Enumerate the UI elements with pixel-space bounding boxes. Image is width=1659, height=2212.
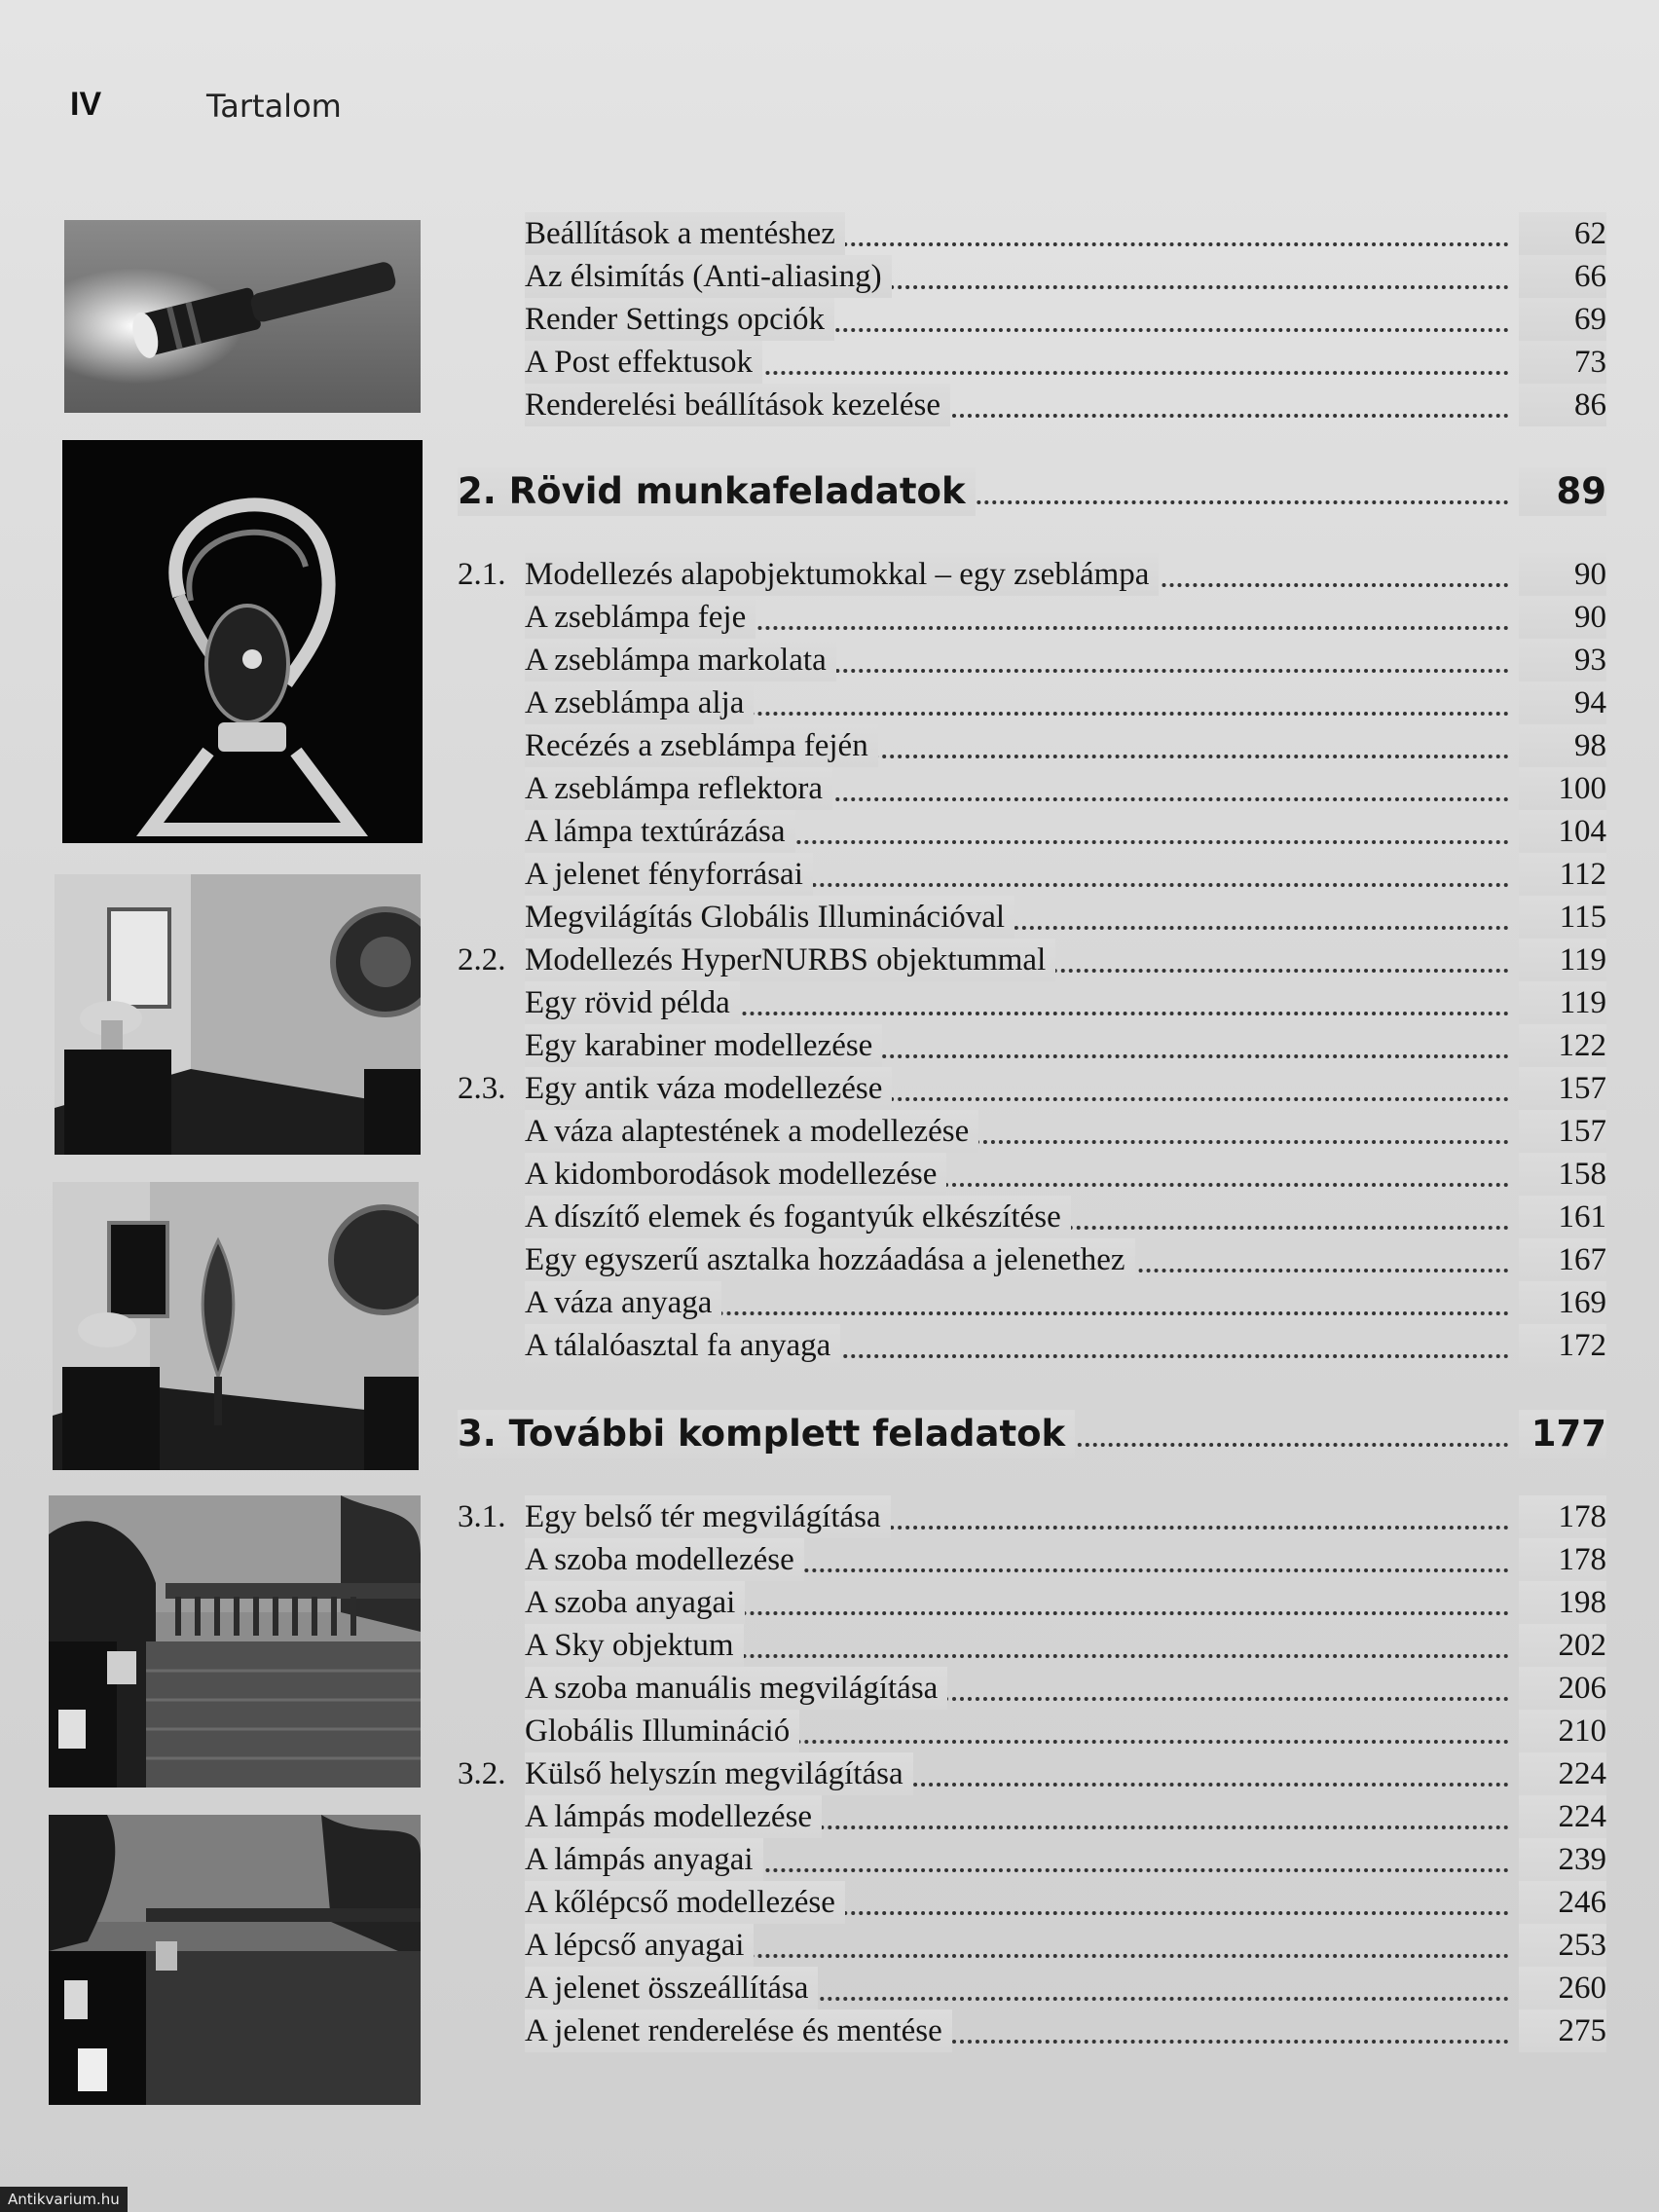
toc-row (458, 1924, 1606, 1967)
toc-page-number: 172 (1519, 1324, 1606, 1367)
toc-entry-title: A Sky objektum (525, 1624, 744, 1667)
toc-row (458, 1024, 1606, 1067)
room-vase-table-photo (53, 1182, 419, 1470)
toc-row (458, 767, 1606, 810)
toc-entry-title: Renderelési beállítások kezelése (525, 384, 950, 426)
toc-row (458, 1838, 1606, 1881)
toc-entry-title: A lámpa textúrázása (525, 810, 795, 853)
toc-row (458, 853, 1606, 896)
toc-entry-title: Egy karabiner modellezése (525, 1024, 882, 1067)
toc-entry-title: A váza alaptestének a modellezése (525, 1110, 978, 1153)
toc-page-number: 210 (1519, 1710, 1606, 1752)
toc-row (458, 981, 1606, 1024)
toc-entry-title: A zseblámpa reflektora (525, 767, 832, 810)
carabiner-photo (62, 440, 423, 843)
toc-page-number: 98 (1519, 724, 1606, 767)
toc-page-number: 239 (1519, 1838, 1606, 1881)
toc-page-number: 260 (1519, 1967, 1606, 2009)
toc-entry-title: Egy rövid példa (525, 981, 740, 1024)
toc-row (458, 1153, 1606, 1196)
toc-row (458, 1752, 1606, 1795)
toc-entry-title: A jelenet összeállítása (525, 1967, 818, 2009)
toc-entry-title: A Post effektusok (525, 341, 762, 384)
toc-entry-title: Egy antik váza modellezése (525, 1067, 892, 1110)
toc-entry-title: Modellezés HyperNURBS objektummal (525, 939, 1055, 981)
toc-row (458, 896, 1606, 939)
toc-row (458, 255, 1606, 298)
toc-page-number: 122 (1519, 1024, 1606, 1067)
toc-page-number: 112 (1519, 853, 1606, 896)
toc-page-number: 206 (1519, 1667, 1606, 1710)
toc-page-number: 93 (1519, 639, 1606, 682)
toc-row (458, 724, 1606, 767)
toc-page-number: 115 (1519, 896, 1606, 939)
toc-entry-title: A szoba anyagai (525, 1581, 745, 1624)
toc-entry-title: A zseblámpa alja (525, 682, 754, 724)
toc-entry-title: Külső helyszín megvilágítása (525, 1752, 913, 1795)
toc-chapter-title: 3. További komplett feladatok (458, 1410, 1075, 1458)
toc-entry-title: A kidomborodások modellezése (525, 1153, 946, 1196)
watermark: Antikvarium.hu (0, 2187, 128, 2212)
toc-row (458, 298, 1606, 341)
toc-row (458, 212, 1606, 255)
toc-entry-title: A szoba manuális megvilágítása (525, 1667, 947, 1710)
toc-page-number: 167 (1519, 1238, 1606, 1281)
toc-page-number: 177 (1519, 1410, 1606, 1458)
toc-page-number: 73 (1519, 341, 1606, 384)
toc-entry-title: A zseblámpa markolata (525, 639, 836, 682)
room-vase-photo (55, 874, 421, 1155)
toc-page-number: 89 (1519, 467, 1606, 516)
toc-page-number: 157 (1519, 1067, 1606, 1110)
toc-row (458, 1324, 1606, 1367)
toc-entry-title: A tálalóasztal fa anyaga (525, 1324, 840, 1367)
toc-row (458, 682, 1606, 724)
toc-page-number: 104 (1519, 810, 1606, 853)
toc-entry-title: A váza anyaga (525, 1281, 721, 1324)
toc-row (458, 553, 1606, 596)
toc-page-number: 119 (1519, 939, 1606, 981)
toc-chapter-title: 2. Rövid munkafeladatok (458, 467, 976, 516)
toc-page-number: 198 (1519, 1581, 1606, 1624)
toc-row (458, 1710, 1606, 1752)
toc-page-number: 94 (1519, 682, 1606, 724)
toc-page-number: 119 (1519, 981, 1606, 1024)
toc-entry-title: A díszítő elemek és fogantyúk elkészítése (525, 1196, 1071, 1238)
toc-section-number: 3.1. (458, 1499, 506, 1534)
toc-entry-title: Megvilágítás Globális Illuminációval (525, 896, 1014, 939)
running-title: Tartalom (206, 88, 342, 125)
toc-entry-title: Recézés a zseblámpa fején (525, 724, 878, 767)
toc-entry-title: A zseblámpa feje (525, 596, 756, 639)
toc-page-number: 62 (1519, 212, 1606, 255)
toc-entry-title: A lámpás anyagai (525, 1838, 763, 1881)
toc-entry-title: A jelenet fényforrásai (525, 853, 813, 896)
toc-entry-title: Render Settings opciók (525, 298, 834, 341)
toc-page-number: 202 (1519, 1624, 1606, 1667)
toc-chapter-row (458, 1410, 1606, 1458)
toc-row (458, 384, 1606, 426)
toc-section-number: 2.2. (458, 942, 506, 977)
toc-page-number: 169 (1519, 1281, 1606, 1324)
toc-row (458, 1281, 1606, 1324)
toc-row (458, 639, 1606, 682)
toc-row (458, 2009, 1606, 2052)
toc-section-number: 2.1. (458, 557, 506, 592)
toc-row (458, 341, 1606, 384)
toc-chapter-row (458, 467, 1606, 516)
toc-row (458, 1196, 1606, 1238)
toc-page-number: 178 (1519, 1538, 1606, 1581)
toc-page-number: 178 (1519, 1495, 1606, 1538)
toc-row (458, 1881, 1606, 1924)
toc-entry-title: Egy egyszerű asztalka hozzáadása a jelenethez (525, 1238, 1135, 1281)
toc-page-number: 158 (1519, 1153, 1606, 1196)
toc-entry-title: A jelenet renderelése és mentése (525, 2009, 952, 2052)
toc-row (458, 1067, 1606, 1110)
toc-row (458, 1624, 1606, 1667)
toc-section-number: 2.3. (458, 1071, 506, 1106)
toc-page-number: 224 (1519, 1752, 1606, 1795)
toc-row (458, 1110, 1606, 1153)
toc-page-number: 253 (1519, 1924, 1606, 1967)
toc-row (458, 1581, 1606, 1624)
toc-page-number: 161 (1519, 1196, 1606, 1238)
toc-row (458, 810, 1606, 853)
toc-row (458, 1238, 1606, 1281)
toc-page-number: 86 (1519, 384, 1606, 426)
toc-entry-title: Beállítások a mentéshez (525, 212, 845, 255)
toc-page-number: 275 (1519, 2009, 1606, 2052)
toc-row (458, 939, 1606, 981)
toc-entry-title: Az élsimítás (Anti-aliasing) (525, 255, 892, 298)
toc-page-number: 90 (1519, 596, 1606, 639)
toc-row (458, 1538, 1606, 1581)
toc-entry-title: Modellezés alapobjektumokkal – egy zseblámpa (525, 553, 1159, 596)
toc-entry-title: A kőlépcső modellezése (525, 1881, 845, 1924)
toc-row (458, 1795, 1606, 1838)
toc-page-number: 157 (1519, 1110, 1606, 1153)
stairs-lanterns-photo (49, 1495, 421, 1788)
toc-page-number: 246 (1519, 1881, 1606, 1924)
stairs-night-photo (49, 1815, 421, 2105)
toc-page-number: 90 (1519, 553, 1606, 596)
toc-page-number: 224 (1519, 1795, 1606, 1838)
toc-row (458, 1495, 1606, 1538)
toc-entry-title: A lépcső anyagai (525, 1924, 754, 1967)
toc-row (458, 1967, 1606, 2009)
page-number: IV (70, 86, 102, 123)
toc-entry-title: Egy belső tér megvilágítása (525, 1495, 891, 1538)
toc-section-number: 3.2. (458, 1756, 506, 1791)
flashlight-photo (64, 220, 421, 413)
toc-row (458, 596, 1606, 639)
toc-page-number: 100 (1519, 767, 1606, 810)
toc-entry-title: Globális Illumináció (525, 1710, 799, 1752)
toc-entry-title: A lámpás modellezése (525, 1795, 822, 1838)
toc-page-number: 66 (1519, 255, 1606, 298)
toc-row (458, 1667, 1606, 1710)
toc-entry-title: A szoba modellezése (525, 1538, 804, 1581)
toc-page-number: 69 (1519, 298, 1606, 341)
